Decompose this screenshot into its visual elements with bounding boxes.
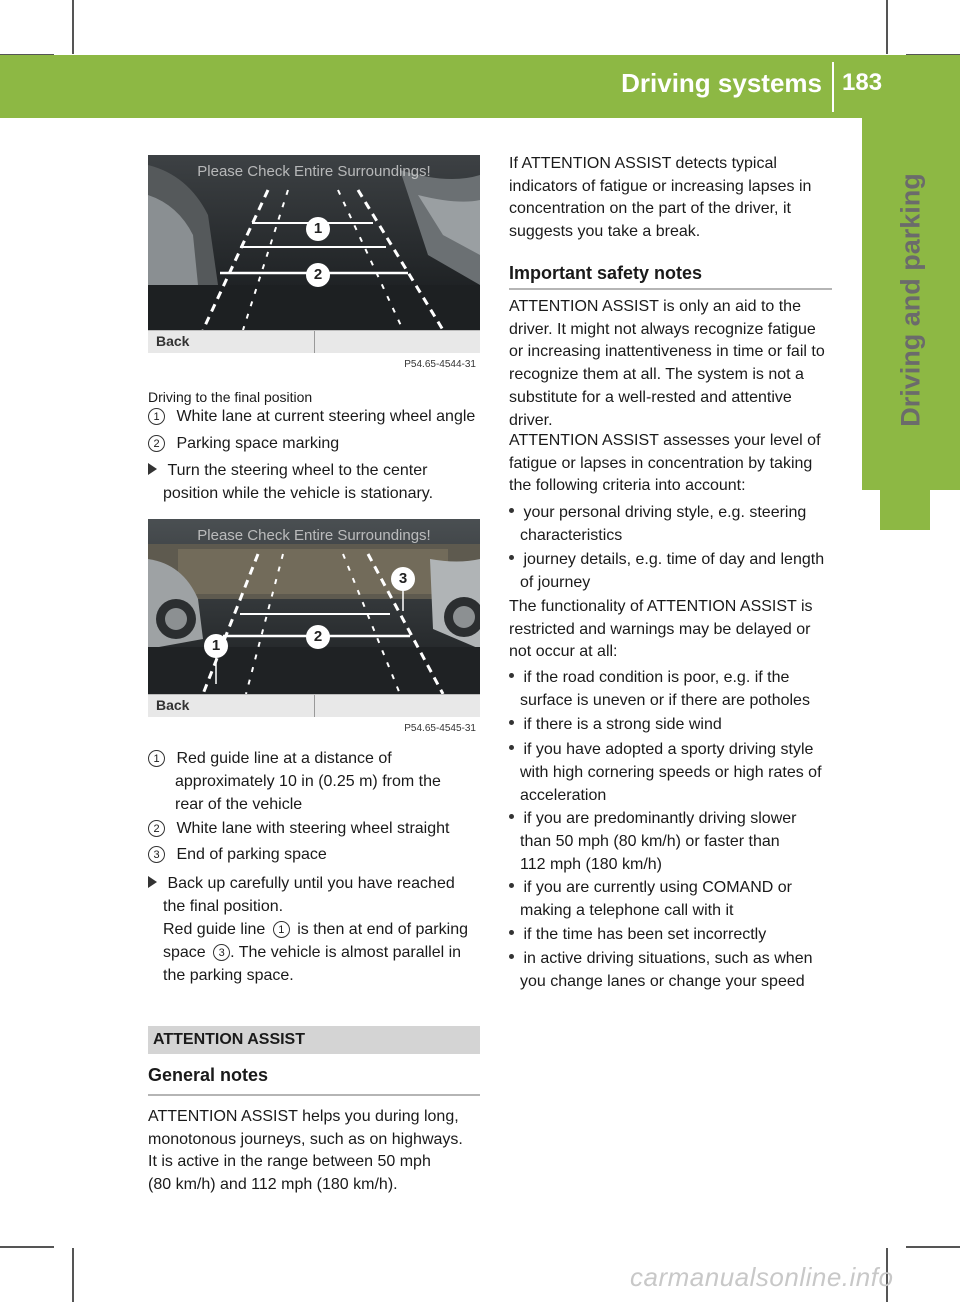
legend-item — [148, 818, 449, 841]
text-line: It is active in the range between 50 mph — [148, 1153, 431, 1171]
list-text: if there is a strong side wind — [523, 716, 722, 733]
bullet-icon — [509, 954, 514, 959]
list-item — [509, 502, 806, 525]
number-marker: 2 — [148, 435, 165, 452]
text-line: driver. It might not always recognize fatigue — [509, 320, 816, 338]
step-item — [148, 460, 427, 483]
camera-footer — [148, 694, 480, 717]
list-text: your personal driving style, e.g. steering — [523, 504, 807, 521]
bullet-icon — [509, 883, 514, 888]
step-text-fragment: is then at end of parking — [297, 921, 468, 938]
number-marker: 3 — [213, 944, 230, 961]
list-text-line: with high cornering speeds or high rates of — [520, 764, 822, 781]
text-line: fatigue or lapses in concentration by taking — [509, 454, 813, 472]
legend-text: End of parking space — [176, 846, 327, 863]
number-marker: 1 — [148, 750, 165, 767]
legend-text: Parking space marking — [176, 435, 340, 452]
heading-rule — [148, 1094, 480, 1096]
step-text-fragment: . The vehicle is almost parallel in — [230, 944, 462, 961]
step-text-line: the parking space. — [163, 967, 294, 984]
step-text-line: position while the vehicle is stationary. — [163, 485, 434, 502]
bullet-icon — [509, 814, 514, 819]
list-text: if the road condition is poor, e.g. if the — [523, 669, 790, 686]
text-line: restricted and warnings may be delayed or — [509, 620, 811, 638]
text-line: driver. — [509, 411, 553, 429]
assess-paragraph — [509, 430, 821, 498]
list-text: if you are predominantly driving slower — [523, 810, 797, 827]
legend-item — [148, 433, 339, 456]
camera-image-2 — [148, 519, 480, 737]
section-heading: ATTENTION ASSIST — [153, 1031, 305, 1048]
header-divider — [832, 62, 834, 112]
legend-text: Red guide line at a distance of — [176, 750, 392, 767]
watermark: carmanualsonline.info — [630, 1262, 894, 1292]
list-item — [509, 948, 813, 971]
list-text: if the time has been set incorrectly — [523, 926, 767, 943]
figure-marker-3: 3 — [398, 570, 408, 587]
figure-caption: Driving to the final position — [148, 389, 313, 405]
text-line: indicators of fatigue or increasing lapses in — [509, 177, 812, 195]
subheading: Important safety notes — [509, 263, 703, 283]
text-line: ATTENTION ASSIST helps you during long, — [148, 1108, 459, 1125]
camera-footer — [148, 330, 480, 353]
step-text-line: the final position. — [163, 898, 284, 915]
figure-code: P54.65-4545-31 — [404, 723, 476, 734]
list-item — [509, 877, 792, 900]
paragraph — [148, 1106, 463, 1197]
legend-text: White lane with steering wheel straight — [176, 820, 450, 837]
number-marker: 1 — [273, 921, 290, 938]
text-line: ATTENTION ASSIST assesses your level of — [509, 432, 821, 449]
camera-image-1 — [148, 155, 480, 373]
camera-overlay-text: Please Check Entire Surroundings! — [197, 163, 431, 180]
list-text-line: you change lanes or change your speed — [520, 973, 805, 990]
footer-separator — [314, 331, 315, 353]
bullet-icon — [509, 745, 514, 750]
figure-marker-1: 1 — [211, 637, 221, 654]
text-line: The functionality of ATTENTION ASSIST is — [509, 598, 813, 615]
list-text: journey details, e.g. time of day and length — [523, 551, 825, 568]
safety-paragraph — [509, 296, 825, 432]
text-line: (80 km/h) and 112 mph (180 km/h). — [148, 1176, 398, 1194]
step-text-line — [163, 942, 461, 965]
list-item — [509, 549, 824, 572]
list-item — [509, 808, 796, 831]
step-text-fragment: Red guide line — [163, 921, 266, 938]
list-text-line: acceleration — [520, 787, 607, 804]
number-marker: 2 — [148, 820, 165, 837]
list-text: in active driving situations, such as when — [523, 950, 813, 967]
list-text-line: making a telephone call with it — [520, 902, 734, 919]
back-button: Back — [156, 697, 190, 713]
figure-marker-2: 2 — [313, 266, 323, 283]
list-text-line: of journey — [520, 574, 591, 591]
figure-marker-1: 1 — [313, 220, 323, 237]
bullet-icon — [509, 555, 514, 560]
list-text-line: surface is uneven or if there are potholes — [520, 692, 810, 709]
page-number: 183 — [842, 69, 883, 96]
text-line: monotonous journeys, such as on highways. — [148, 1130, 463, 1148]
step-item — [148, 873, 455, 896]
bullet-icon — [509, 720, 514, 725]
rear-camera-view — [148, 155, 480, 330]
footer-separator — [314, 695, 315, 717]
step-text: Turn the steering wheel to the center — [167, 462, 428, 479]
text-line: concentration on the part of the driver, it — [509, 200, 791, 218]
list-item — [509, 714, 722, 737]
legend-item — [148, 748, 392, 771]
crop-mark — [72, 0, 74, 54]
list-text-line: 112 mph (180 km/h) — [520, 856, 662, 873]
list-item — [509, 667, 789, 690]
figure-marker-2: 2 — [313, 628, 323, 645]
list-text: if you are currently using COMAND or — [523, 879, 792, 896]
list-text-line: than 50 mph (80 km/h) or faster than — [520, 833, 780, 850]
legend-item — [148, 844, 327, 867]
text-line: suggests you take a break. — [509, 223, 701, 241]
list-text-line: characteristics — [520, 527, 623, 544]
list-item — [509, 924, 766, 947]
bullet-icon — [509, 930, 514, 935]
legend-text-line: rear of the vehicle — [175, 796, 303, 813]
text-line: substitute for a well-rested and attentive — [509, 388, 792, 406]
text-line: or increasing inattentiveness in time or fail to — [509, 343, 825, 361]
subheading: General notes — [148, 1065, 269, 1085]
restricted-paragraph — [509, 596, 813, 664]
arrow-icon — [148, 876, 157, 888]
intro-paragraph — [509, 153, 811, 244]
text-line: the following criteria into account: — [509, 477, 746, 495]
bullet-icon — [509, 673, 514, 678]
crop-mark — [0, 1246, 54, 1248]
crop-mark — [906, 1246, 960, 1248]
list-text: if you have adopted a sporty driving style — [523, 741, 814, 758]
figure-code: P54.65-4544-31 — [404, 359, 476, 370]
legend-text-line: approximately 10 in (0.25 m) from the — [175, 773, 441, 790]
step-text: Back up carefully until you have reached — [167, 875, 455, 892]
text-line: recognize them at all. The system is not a — [509, 366, 804, 384]
heading-rule — [509, 288, 832, 290]
text-line: If ATTENTION ASSIST detects typical — [509, 155, 777, 172]
side-marker — [880, 487, 930, 530]
text-line: not occur at all: — [509, 643, 618, 661]
legend-item — [148, 406, 475, 429]
number-marker: 3 — [148, 846, 165, 863]
legend-text: White lane at current steering wheel angle — [176, 408, 476, 425]
bullet-icon — [509, 508, 514, 513]
crop-mark — [886, 0, 888, 54]
step-text-line — [163, 919, 468, 942]
text-line: ATTENTION ASSIST is only an aid to the — [509, 298, 801, 315]
crop-mark — [72, 1248, 74, 1302]
back-button: Back — [156, 333, 190, 349]
list-item — [509, 739, 813, 762]
camera-overlay-text: Please Check Entire Surroundings! — [197, 527, 431, 544]
number-marker: 1 — [148, 408, 165, 425]
rear-camera-view — [148, 519, 480, 694]
chapter-title: Driving and parking — [895, 173, 926, 427]
arrow-icon — [148, 463, 157, 475]
step-text-fragment: space — [163, 944, 206, 961]
section-title: Driving systems — [621, 68, 822, 98]
